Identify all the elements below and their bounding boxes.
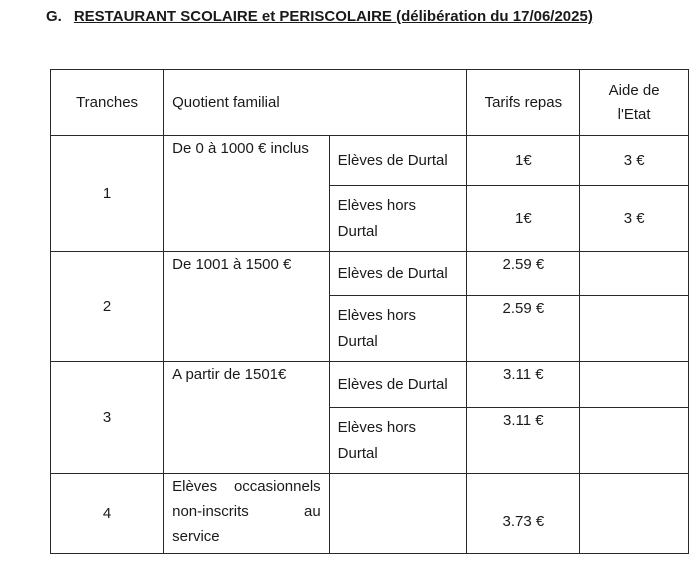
tarifs-table — [50, 69, 689, 554]
aide-cell — [580, 474, 689, 554]
section-title-deliberation: (délibération du 17/06/2025) — [396, 8, 593, 25]
section-heading — [46, 8, 593, 25]
tarif-cell: 1€ — [467, 136, 580, 186]
aide-cell — [580, 362, 689, 408]
eleves-cell: Elèves hors Durtal — [329, 296, 467, 362]
header-tarifs: Tarifs repas — [467, 70, 580, 136]
eleves-cell: Elèves de Durtal — [329, 136, 467, 186]
quotient-cell: De 0 à 1000 € inclus — [164, 136, 330, 252]
eleves-cell: Elèves de Durtal — [329, 362, 467, 408]
table-row — [51, 474, 689, 554]
quotient-cell: De 1001 à 1500 € — [164, 252, 330, 362]
table-row — [51, 362, 689, 408]
section-title — [74, 8, 593, 25]
tarif-cell: 3.11 € — [467, 362, 580, 408]
aide-cell — [580, 296, 689, 362]
tranche-number: 4 — [51, 474, 164, 554]
eleves-cell — [329, 474, 467, 554]
header-row — [51, 70, 689, 136]
header-aide-line2: l'Etat — [617, 105, 651, 123]
header-aide-line1: Aide de — [608, 81, 660, 99]
section-title-main: RESTAURANT SCOLAIRE et PERISCOLAIRE — [73, 8, 392, 25]
header-tranches: Tranches — [51, 70, 164, 136]
quotient-cell: Elèves occasionnels non-inscrits au service — [164, 474, 330, 554]
eleves-cell: Elèves hors Durtal — [329, 186, 467, 252]
aide-cell — [580, 408, 689, 474]
header-aide — [580, 70, 689, 136]
quotient-cell: A partir de 1501€ — [164, 362, 330, 474]
aide-cell: 3 € — [580, 186, 689, 252]
table-row — [51, 252, 689, 296]
header-quotient: Quotient familial — [164, 70, 467, 136]
eleves-cell: Elèves hors Durtal — [329, 408, 467, 474]
tranche-number: 1 — [51, 136, 164, 252]
tranche-number: 3 — [51, 362, 164, 474]
tranche-number: 2 — [51, 252, 164, 362]
table-row — [51, 136, 689, 186]
tarif-cell: 3.11 € — [467, 408, 580, 474]
eleves-cell: Elèves de Durtal — [329, 252, 467, 296]
tarif-cell: 2.59 € — [467, 252, 580, 296]
tarif-cell: 1€ — [467, 186, 580, 252]
tarif-cell: 2.59 € — [467, 296, 580, 362]
tarif-cell: 3.73 € — [467, 474, 580, 554]
section-letter: G. — [46, 8, 62, 25]
aide-cell: 3 € — [580, 136, 689, 186]
aide-cell — [580, 252, 689, 296]
